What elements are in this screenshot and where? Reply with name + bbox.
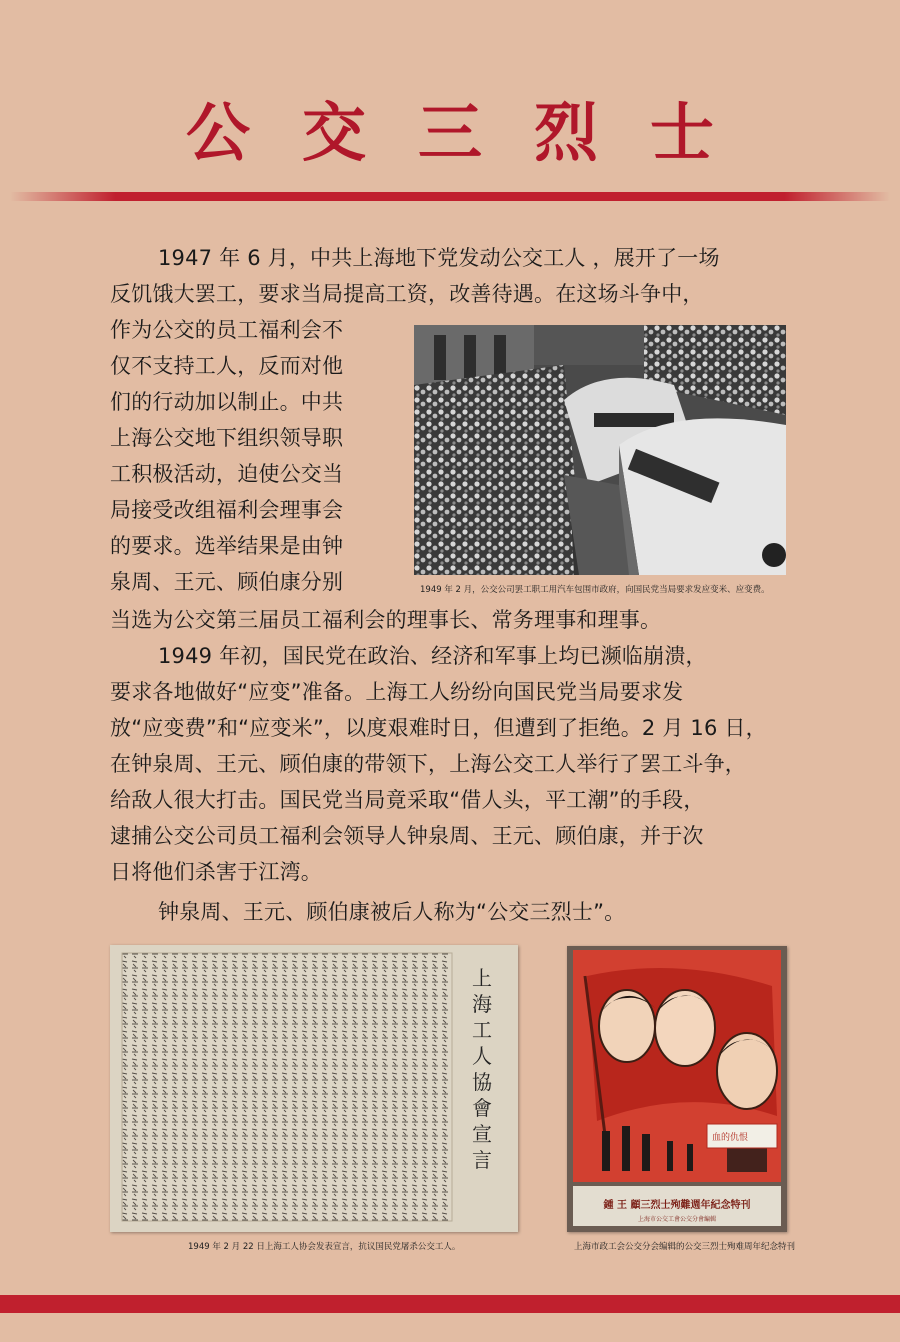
text-line: 在钟泉周、王元、顾伯康的带领下，上海公交工人举行了罢工斗争，	[110, 752, 746, 776]
svg-text:工: 工	[472, 1018, 492, 1042]
text-line: 钟泉周、王元、顾伯康被后人称为“公交三烈士”。	[158, 900, 626, 924]
text-line: 局接受改组福利会理事会	[110, 498, 344, 522]
page-title: 公交三烈士	[186, 96, 766, 171]
text-line: 反饥饿大罢工，要求当局提高工资，改善待遇。在这场斗争中，	[110, 282, 704, 306]
text-line: 上海公交地下组织领导职	[110, 426, 344, 450]
text-line: 作为公交的员工福利会不	[110, 318, 344, 342]
svg-text:言: 言	[472, 1148, 492, 1172]
text-line: 当选为公交第三届员工福利会的理事长、常务理事和理事。	[110, 608, 662, 632]
text-line: 1947 年 6 月，中共上海地下党发动公交工人 ，展开了一场	[158, 246, 720, 270]
svg-text:人: 人	[472, 1044, 492, 1068]
text-line: 日将他们杀害于江湾。	[110, 860, 322, 884]
svg-text:血的仇恨: 血的仇恨	[712, 1133, 749, 1143]
text-line: 放“应变费”和“应变米”，以度艰难时日，但遭到了拒绝。2 月 16 日，	[110, 716, 767, 740]
svg-text:宣: 宣	[472, 1122, 492, 1146]
declaration-document-image	[110, 945, 518, 1232]
strike-photo	[414, 325, 786, 575]
memorial-poster-image	[567, 946, 787, 1232]
text-line: 们的行动加以制止。中共	[110, 390, 344, 414]
photo-caption: 1949 年 2 月，公交公司罢工职工用汽车包围市政府，向国民党当局要求发应变米、应变费。	[420, 585, 770, 595]
footer-bar	[0, 1295, 900, 1313]
text-line: 的要求。选举结果是由钟	[110, 534, 344, 558]
poster-caption: 上海市政工会公交分会编辑的公交三烈士殉难周年纪念特刊	[574, 1242, 796, 1252]
text-line: 逮捕公交公司员工福利会领导人钟泉周、王元、顾伯康，并于次	[110, 824, 704, 848]
document-caption: 1949 年 2 月 22 日上海工人协会发表宣言，抗议国民党屠杀公交工人。	[188, 1242, 461, 1252]
text-line: 仅不支持工人，反而对他	[110, 354, 344, 378]
text-line: 给敌人很大打击。国民党当局竟采取“借人头，平工潮”的手段，	[110, 788, 705, 812]
svg-text:協: 協	[472, 1070, 492, 1094]
text-line: 工积极活动，迫使公交当	[110, 462, 344, 486]
poster-subtitle: 上海市公交工會公交分會編輯	[637, 1216, 716, 1223]
text-line: 要求各地做好“应变”准备。上海工人纷纷向国民党当局要求发	[110, 680, 684, 704]
svg-text:上: 上	[472, 966, 492, 990]
svg-text:會: 會	[472, 1096, 492, 1120]
title-divider	[10, 192, 890, 201]
text-line: 泉周、王元、顾伯康分别	[110, 570, 344, 594]
poster-title: 鍾 王 顧三烈士殉難週年紀念特刊	[603, 1200, 751, 1211]
text-line: 1949 年初，国民党在政治、经济和军事上均已濒临崩溃，	[158, 644, 707, 668]
svg-text:海: 海	[472, 992, 492, 1016]
